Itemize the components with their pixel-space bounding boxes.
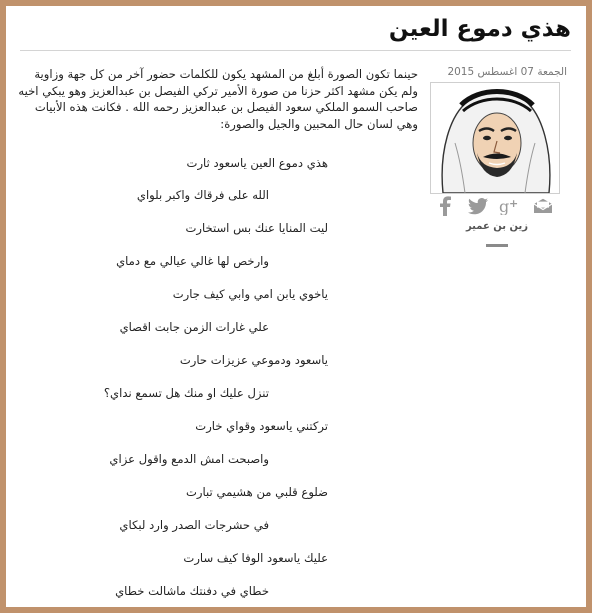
poem-verse: تنزل عليك او منك هل تسمع نداي؟: [103, 386, 269, 400]
poem-verse: علي غارات الزمن جابت اقصاي: [119, 320, 269, 334]
poem-verse: ليت المنايا عنك بس استخارت: [185, 221, 328, 235]
article-title: هذي دموع العين: [388, 16, 571, 42]
poem-verse: عليك ياسعود الوفا كيف سارت: [183, 551, 328, 565]
poem-verse: واصبحت امش الدمع واقول عزاي: [109, 452, 269, 466]
article-date: الجمعة 07 اغسطس 2015: [447, 66, 567, 78]
article-intro: حينما تكون الصورة أبلغ من المشهد يكون للكلمات حضور آخر من كل جهة وزاوية ولم يكن مشهد اكثر حزنا من صورة الأمير تركي الفيصل بن عبدالعزيز وهو يبكي اخيه صاحب السمو الملكي سعود الفيصل بن عبدالعزيز رحمه الله . فكانت هذه الأبيات وهي لسان حال المحبين والجيل والصورة:: [18, 67, 418, 131]
author-name[interactable]: زين بن عمير: [465, 221, 529, 232]
poem-verse: هذي دموع العين ياسعود ثارت: [186, 156, 328, 170]
poem-verse: وارخص لها غالي عيالي مع دماي: [116, 254, 269, 268]
poem-verse: الله على فرقاك واكبر بلواي: [136, 188, 269, 202]
poem-verses: [6, 6, 586, 607]
poem-verse: خطاي في دفنتك ماشالت خطاي: [115, 584, 269, 598]
svg-text:+: +: [509, 197, 519, 210]
poem-verse: تركتني ياسعود وقواي خارت: [195, 419, 328, 433]
article-page: [6, 6, 586, 607]
poem-verse: ياخوي يابن امي وابي كيف جارت: [172, 287, 328, 301]
poem-verse: في حشرجات الصدر وارد لبكاي: [119, 518, 269, 532]
poem-verse: ضلوع قلبي من هشيمي تبارت: [185, 485, 328, 499]
poem-verse: ياسعود ودموعي عزيزات حارت: [179, 353, 328, 367]
svg-text:g: g: [499, 197, 510, 215]
